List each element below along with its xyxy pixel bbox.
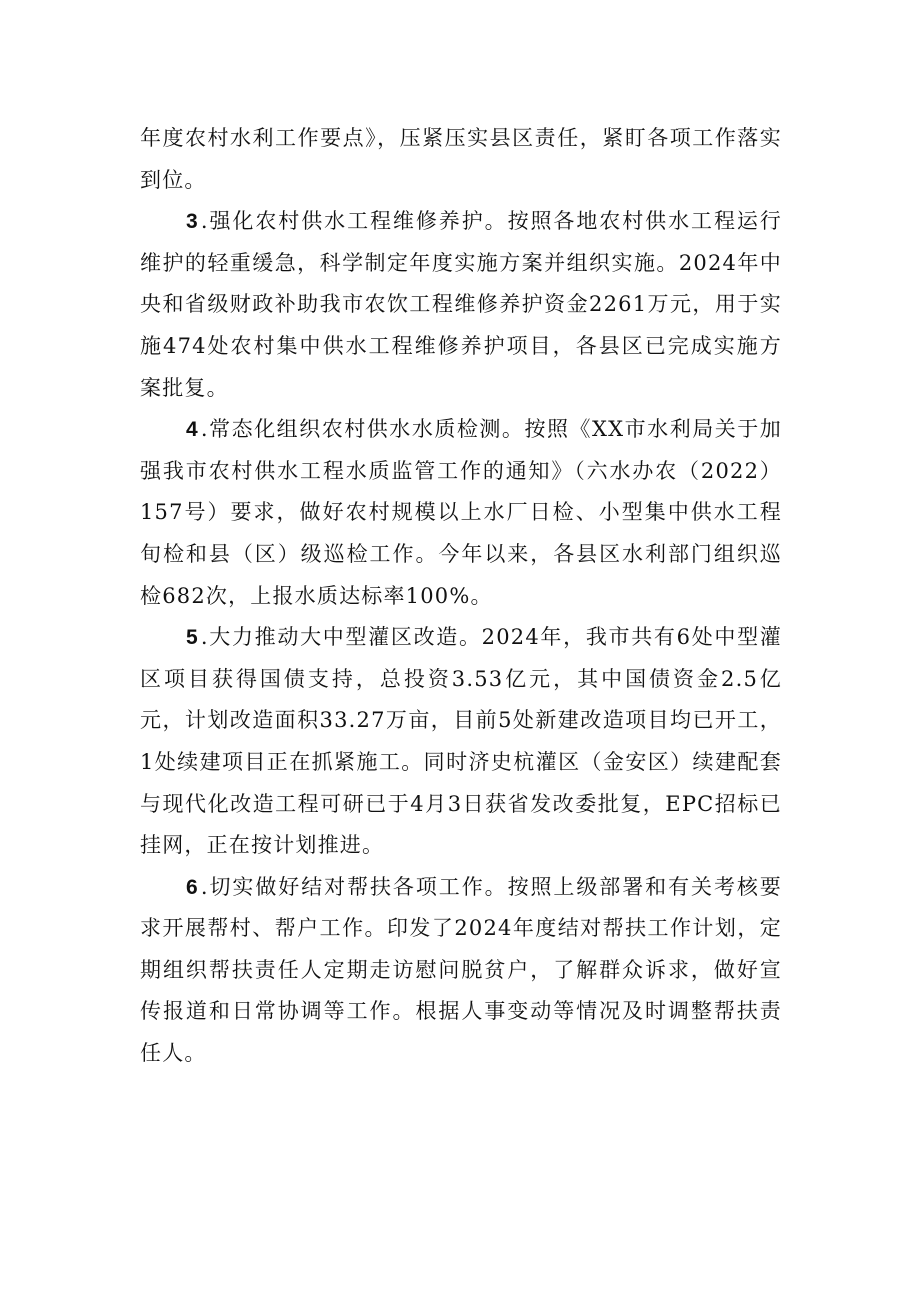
paragraph-continuation [140,118,782,201]
paragraph-text: .常态化组织农村供水水质检测。按照《XX市水利局关于加强我市农村供水工程水质监管工作的通知》（六水办农（2022）157号）要求，做好农村规模以上水厂日检、小型集中供水工程旬检和县（区）级巡检工作。今年以来，各县区水利部门组织巡检682次，上报水质达标率100%。 [140,417,782,608]
paragraph-number: 5 [186,626,199,650]
paragraph-item-6 [140,867,782,1075]
paragraph-number: 3 [186,210,199,234]
paragraph-text: .切实做好结对帮扶各项工作。按照上级部署和有关考核要求开展帮村、帮户工作。印发了2024年度结对帮扶工作计划，定期组织帮扶责任人定期走访慰问脱贫户，了解群众诉求，做好宣传报道和日常协调等工作。根据人事变动等情况及时调整帮扶责任人。 [140,874,782,1066]
paragraph-item-5 [140,617,782,867]
paragraph-number: 4 [186,418,199,442]
paragraph-text: 年度农村水利工作要点》，压紧压实县区责任，紧盯各项工作落实到位。 [140,126,782,192]
paragraph-text: .大力推动大中型灌区改造。2024年，我市共有6处中型灌区项目获得国债支持，总投资3.53亿元，其中国债资金2.5亿元，计划改造面积33.27万亩，目前5处新建改造项目均已开工，1处续建项目正在抓紧施工。同时济史杭灌区（金安区）续建配套与现代化改造工程可研已于4月3日获省发改委批复，EPC招标已挂网，正在按计划推进。 [140,625,782,858]
paragraph-text: .强化农村供水工程维修养护。按照各地农村供水工程运行维护的轻重缓急，科学制定年度实施方案并组织实施。2024年中央和省级财政补助我市农饮工程维修养护资金2261万元，用于实施474处农村集中供水工程维修养护项目，各县区已完成实施方案批复。 [140,209,782,400]
paragraph-number: 6 [186,875,199,899]
paragraph-item-4 [140,409,782,617]
paragraph-item-3 [140,201,782,409]
document-body [140,118,782,1075]
